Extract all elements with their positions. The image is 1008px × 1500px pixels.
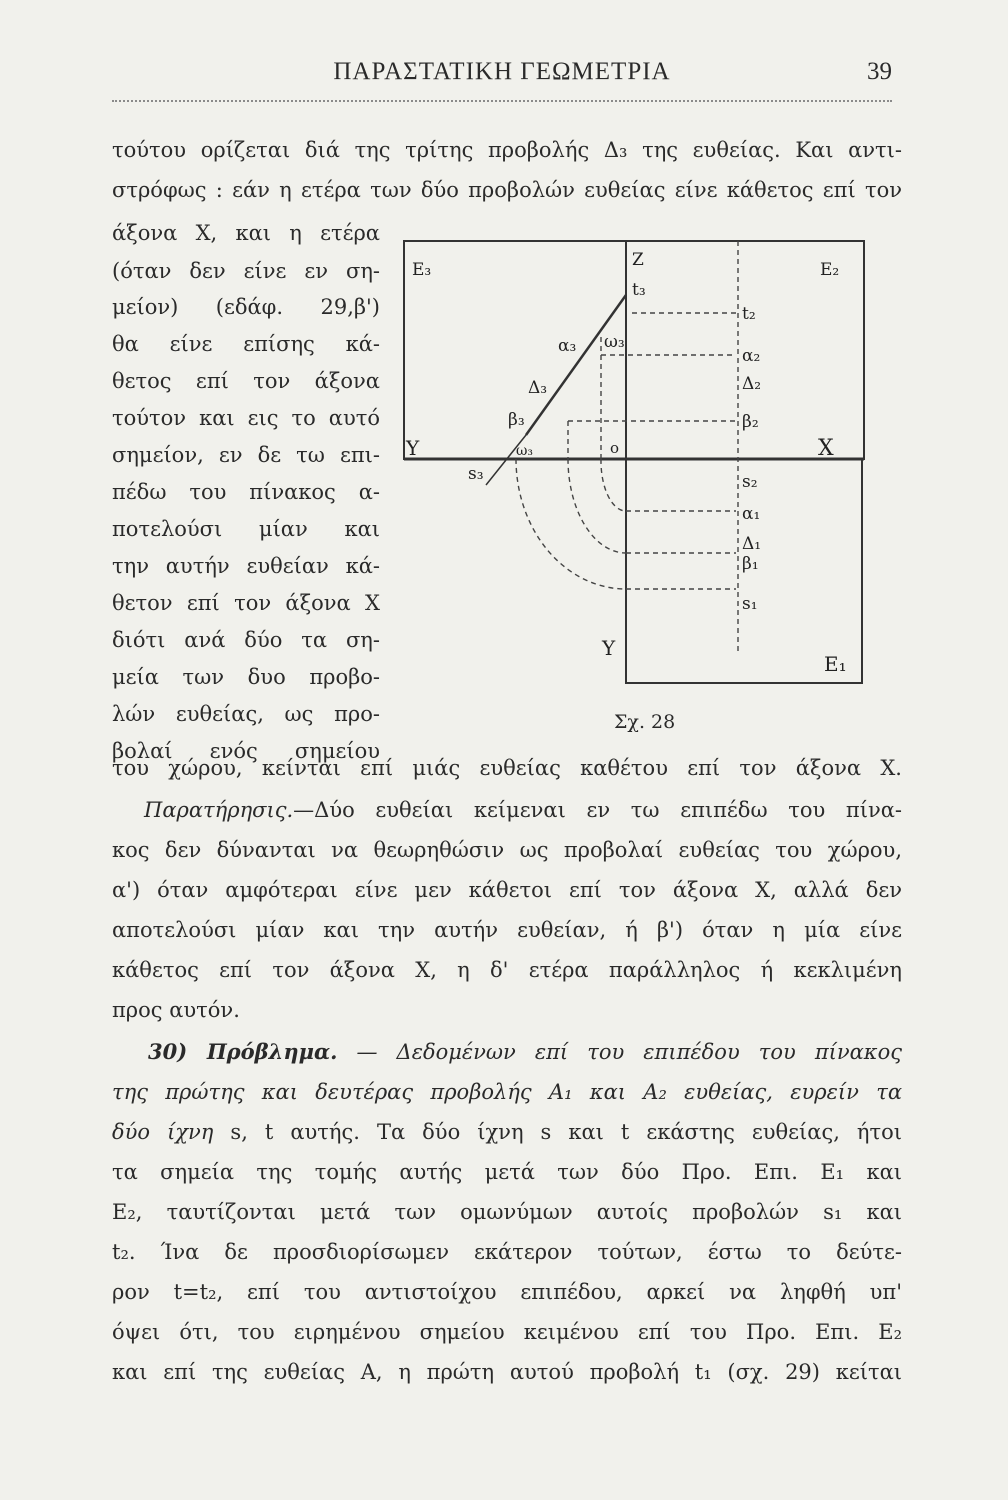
label-y-left: Y <box>406 436 420 460</box>
label-y-bottom: Y <box>602 636 616 660</box>
text-line: (όταν δεν είνε εν ση- <box>112 259 380 283</box>
text-line: βολαί ενός σημείου <box>112 739 380 763</box>
text-line: σημείον, εν δε τω επι- <box>112 443 380 467</box>
header-rule <box>112 100 892 102</box>
text-line: κάθετος επί τον άξονα X, η δ' ετέρα παράλληλος ή κεκλιμένη <box>112 958 902 982</box>
remark-text: —Δύο ευθείαι κείμεναι εν τω επιπέδω του πίνα- <box>293 798 902 822</box>
label-s2: s₂ <box>742 472 758 492</box>
label-b3: β₃ <box>508 410 525 430</box>
label-x: X <box>818 436 834 461</box>
label-s3: s₃ <box>468 464 484 484</box>
line-delta3 <box>526 295 626 435</box>
problem-number: 30) Πρόβλημα. <box>148 1039 338 1064</box>
text-line: της πρώτης και δευτέρας προβολής A₁ και A₂ ευθείας, ευρείν τα <box>112 1080 902 1104</box>
text-run: s, t αυτής. Τα δύο ίχνη s και t εκάστης ευθείας, ήτοι <box>213 1120 902 1144</box>
text-line: προς αυτόν. <box>112 998 240 1022</box>
label-b1: β₁ <box>742 554 759 574</box>
text-line: μείον) (εδάφ. 29,β') <box>112 295 380 319</box>
italic-phrase: δύο ίχνη <box>112 1120 214 1144</box>
label-a2: α₂ <box>742 346 761 366</box>
label-z: Z <box>632 250 644 270</box>
text-line: διότι ανά δύο τα ση- <box>112 628 380 652</box>
label-e2: E₂ <box>820 260 840 280</box>
text-line: άξονα X, και η ετέρα <box>112 221 380 245</box>
label-d2: Δ₂ <box>742 374 762 394</box>
text-line: αποτελούσι μίαν και την αυτήν ευθείαν, ή β') όταν η μία είνε <box>112 918 902 942</box>
label-e3: E₃ <box>412 260 432 280</box>
text-line: όψει ότι, του ειρημένου σημείου κειμένου επί του Προ. Επι. E₂ <box>112 1320 902 1344</box>
running-title: ΠΑΡΑΣΤΑΤΙΚΗ ΓΕΩΜΕΤΡΙΑ <box>333 58 671 85</box>
remark-title: Παρατήρησις. <box>144 798 294 822</box>
problem-statement: — Δεδομένων επί του επιπέδου του πίνακος <box>337 1040 902 1064</box>
text-line: τα σημεία της τομής αυτής μετά των δύο Προ. Επι. E₁ και <box>112 1160 902 1184</box>
text-line: τούτου ορίζεται διά της τρίτης προβολής Δ₃ της ευθείας. Και αντι- <box>112 138 902 162</box>
label-t2: t₂ <box>742 304 756 324</box>
label-w3: ω₃ <box>604 332 625 352</box>
text-line: και επί της ευθείας A, η πρώτη αυτού προβολή t₁ (σχ. 29) κείται <box>112 1360 902 1384</box>
text-line: του χώρου, κείνται επί μιάς ευθείας καθέτου επί τον άξονα X. <box>112 756 902 780</box>
text-line: στρόφως : εάν η ετέρα των δύο προβολών ευθείας είνε κάθετος επί τον <box>112 178 902 202</box>
label-w3b: ω₃ <box>516 443 534 459</box>
remark-line <box>112 795 902 825</box>
label-a3: α₃ <box>558 336 577 356</box>
label-a1: α₁ <box>742 504 761 524</box>
figure-caption: Σχ. 28 <box>614 711 676 733</box>
upper-frame <box>404 241 864 459</box>
label-o: o <box>610 439 620 457</box>
label-s1: s₁ <box>742 594 758 614</box>
text-line: πέδω του πίνακος α- <box>112 480 380 504</box>
text-line: ρον t=t₂, επί του αντιστοίχου επιπέδου, αρκεί να ληφθή υπ' <box>112 1280 902 1304</box>
label-d1: Δ₁ <box>742 534 762 554</box>
label-d3: Δ₃ <box>528 378 548 398</box>
figure-28 <box>396 235 874 691</box>
text-line: E₂, ταυτίζονται μετά των ομωνύμων αυτοίς προβολών s₁ και <box>112 1200 902 1224</box>
text-line: θετον επί τον άξονα X <box>112 591 380 615</box>
problem-line <box>112 1037 902 1067</box>
text-line: λών ευθείας, ως προ- <box>112 702 380 726</box>
text-line: θα είνε επίσης κά- <box>112 332 380 356</box>
text-line: τούτον και εις το αυτό <box>112 406 380 430</box>
text-line: t₂. Ίνα δε προσδιορίσωμεν εκάτερον τούτων, έστω το δεύτε- <box>112 1240 902 1264</box>
text-line: θετος επί τον άξονα <box>112 369 380 393</box>
label-e1: E₁ <box>824 652 847 676</box>
text-line: ποτελούσι μίαν και <box>112 517 380 541</box>
label-t3: t₃ <box>632 280 646 300</box>
text-line: κος δεν δύνανται να θεωρηθώσιν ως προβολαί ευθείας του χώρου, <box>112 838 902 862</box>
text-line <box>112 1117 902 1147</box>
text-line: μεία των δυο προβο- <box>112 665 380 689</box>
page-header <box>112 58 892 98</box>
page-number: 39 <box>867 58 892 85</box>
text-line: την αυτήν ευθείαν κά- <box>112 554 380 578</box>
label-b2: β₂ <box>742 412 759 432</box>
text-line: α') όταν αμφότεραι είνε μεν κάθετοι επί τον άξονα X, αλλά δεν <box>112 878 902 902</box>
